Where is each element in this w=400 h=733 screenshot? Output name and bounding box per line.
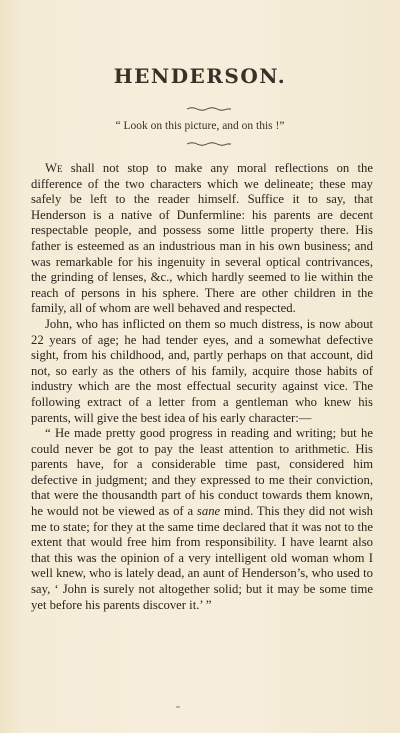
quote-text-before: “ He made pretty good progress in reading and writing; but he could never be got to pay the least attention to arithmetic. His parents have, for a considerable time past, considered him defective in judgment; and they expressed to me their conviction, that were the thousandth part of his conduct towards them known, he would not be viewed as of a [31,426,373,519]
epigraph: “ Look on this picture, and on this !” [115,120,285,132]
paragraph-1-text: shall not stop to make any moral reflections on the difference of the two characters which we delineate; these may safely be left to the reader himself. Suffice it to say, that Henderson is a native of Dunfermline: his parents are decent respectable people, and possess some little property there. His father is esteemed as an industrious man in his own business; and was remarkable for his ingenuity in several optical contrivances, the grinding of lenses, &c., which hardly seemed to lie within the reach of persons in his sphere. There are other children in the family, all of whom are well behaved and respected. [31,161,373,316]
ornament-rule-top [186,106,232,112]
ornament-rule-bottom [186,141,232,147]
paragraph-2: John, who has inflicted on them so much distress, is now about 22 years of age; he had tender eyes, and a somewhat defective sight, from his childhood, and, partly perhaps on that account, did not, so early as the others of his family, acquire those habits of industry which are the most effectual security against vice. The following extract of a letter from a gentleman who knew his parents, will give the best idea of his early character:— [31,316,373,425]
chapter-title: HENDERSON. [113,64,287,88]
emphasized-word: sane [196,504,221,519]
paragraph-3-quote [31,426,373,613]
page-speck [176,706,180,708]
body-text [31,161,373,613]
drop-lead-word: We [45,161,63,175]
quote-text-after: mind. This they did not wish me to state; for they at the same time declared that it was not to the extent that would free him from responsibility. I have learnt also that this was the opinion of a very intelligent old woman whom I well knew, who is lately dead, an aunt of Henderson’s, who used to say, ‘ John is surely not altogether solid; but it may be some time yet before his parents discover it.’ ” [31,504,373,612]
paragraph-1 [31,161,373,317]
